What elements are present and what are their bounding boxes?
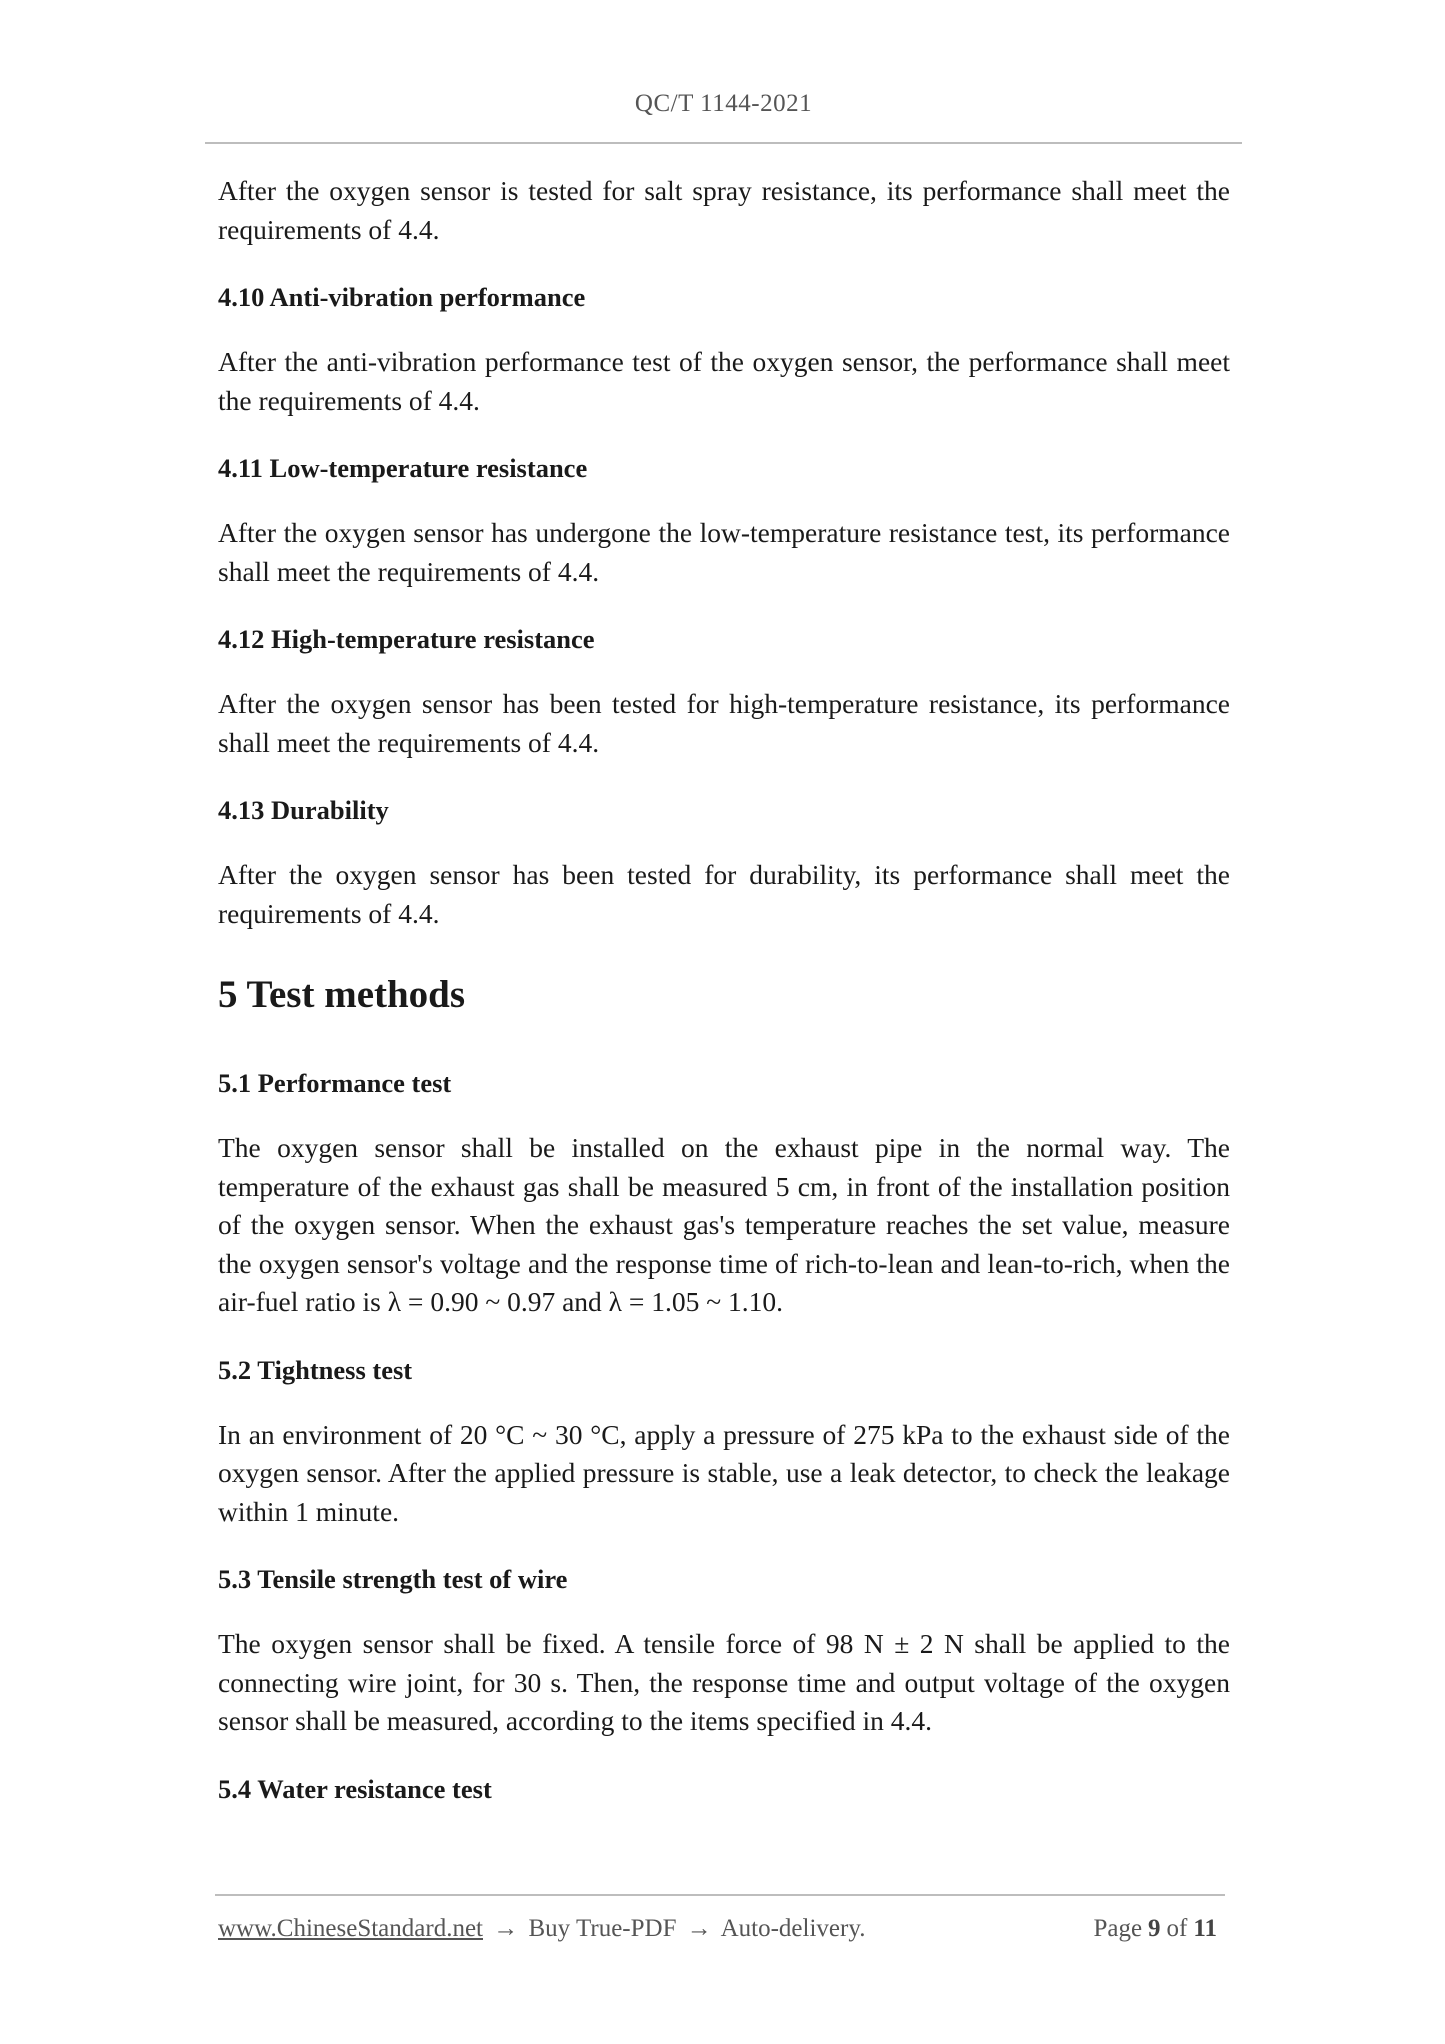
s4-10-heading: 4.10 Anti-vibration performance (218, 282, 586, 312)
s4-12-paragraph: After the oxygen sensor has been tested for high-temperature resistance, its performance shall meet the requirements of 4.4. (218, 688, 1230, 758)
page-total: 11 (1193, 1915, 1217, 1942)
s4-13-heading: 4.13 Durability (218, 795, 389, 825)
footer-divider (215, 1894, 1225, 1896)
footer-left (218, 1915, 865, 1943)
page-word: Page (1093, 1915, 1143, 1942)
s5-4-heading: 5.4 Water resistance test (218, 1773, 492, 1804)
s4-13-paragraph: After the oxygen sensor has been tested for durability, its performance shall meet the requirements of 4.4. (218, 859, 1230, 929)
s5-1-paragraph: The oxygen sensor shall be installed on the exhaust pipe in the normal way. The temperature of the exhaust gas shall be measured 5 cm, in front of the installation position of the oxygen sensor. When the exhaust gas's temperature reaches the set value, measure the oxygen sensor's voltage and the response time of rich-to-lean and lean-to-rich, when the air-fuel ratio is λ = 0.90 ~ 0.97 and λ = 1.05 ~ 1.10. (218, 1132, 1230, 1317)
s4-9-tail-paragraph: After the oxygen sensor is tested for salt spray resistance, its performance shall meet the requirements of 4.4. (218, 175, 1230, 245)
s5-2-heading: 5.2 Tightness test (218, 1354, 413, 1385)
running-header: QC/T 1144-2021 (634, 90, 813, 117)
of-word: of (1166, 1915, 1188, 1942)
page-body (218, 172, 1230, 1835)
s5-3-paragraph: The oxygen sensor shall be fixed. A tensile force of 98 N ± 2 N shall be applied to the connecting wire joint, for 30 s. Then, the response time and output voltage of the oxygen sensor shall be measured, according to the items specified in 4.4. (218, 1628, 1230, 1736)
page-current: 9 (1148, 1915, 1161, 1942)
s4-11-heading: 4.11 Low-temperature resistance (218, 453, 588, 483)
buy-text: Buy True-PDF (528, 1915, 677, 1942)
s5-1-heading: 5.1 Performance test (218, 1068, 452, 1098)
s4-10-paragraph: After the anti-vibration performance test of the oxygen sensor, the performance shall meet the requirements of 4.4. (218, 346, 1230, 416)
s5-2-paragraph: In an environment of 20 °C ~ 30 °C, apply a pressure of 275 kPa to the exhaust side of the oxygen sensor. After the applied pressure is stable, use a leak detector, to check the leakage within 1 minute. (218, 1418, 1230, 1527)
site-link[interactable]: www.ChineseStandard.net (218, 1915, 483, 1942)
page-footer (218, 1915, 1223, 1943)
arrow-right-icon: → (493, 1915, 519, 1942)
s4-11-paragraph: After the oxygen sensor has undergone the low-temperature resistance test, its performance shall meet the requirements of 4.4. (218, 517, 1230, 587)
chapter-5-heading: 5 Test methods (218, 973, 466, 1016)
arrow-right-icon: → (686, 1915, 712, 1942)
page-number (1093, 1915, 1223, 1943)
header-divider (205, 142, 1242, 144)
delivery-text: Auto-delivery. (720, 1915, 866, 1942)
s4-12-heading: 4.12 High-temperature resistance (218, 624, 595, 654)
s5-3-heading: 5.3 Tensile strength test of wire (218, 1564, 568, 1594)
